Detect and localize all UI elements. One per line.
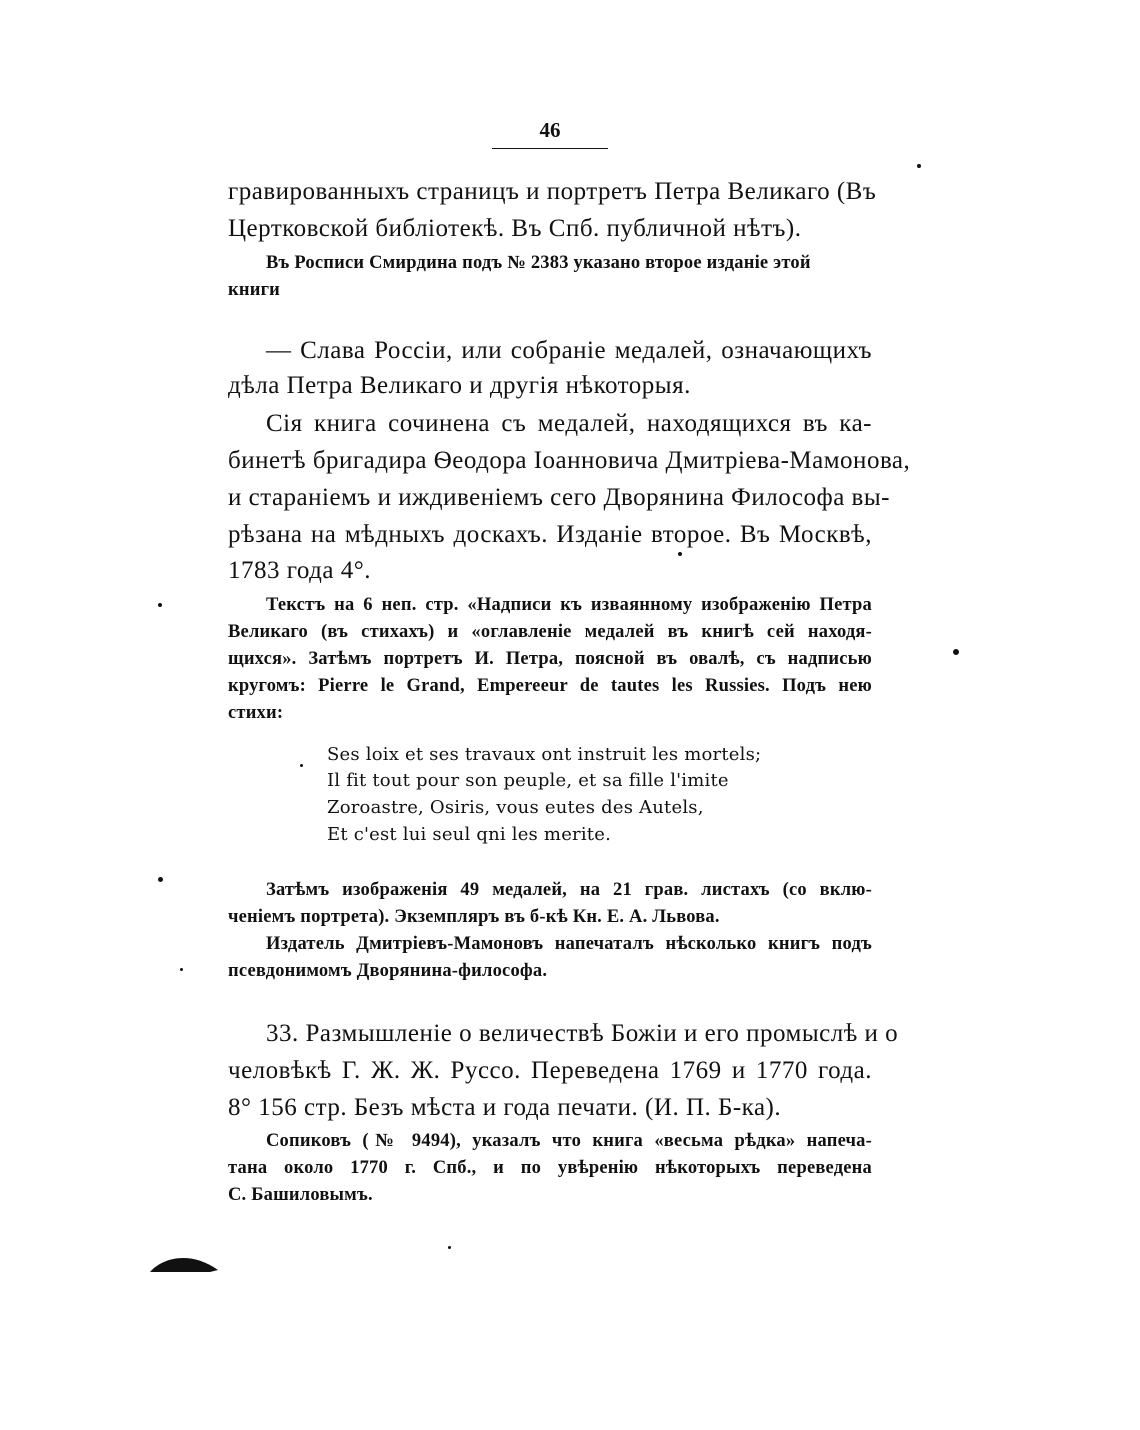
ink-speck — [158, 603, 162, 607]
note-line: Издатель Дмитріевъ-Мамоновъ напечаталъ нѣсколько книгъ подъ — [266, 934, 872, 954]
text-line: гравированныхъ страницъ и портретъ Петра Великаго (Въ — [228, 178, 877, 205]
verse-line: Et c'est lui seul qni les merite. — [327, 824, 612, 845]
page-number-rule — [492, 148, 608, 149]
note-line: Въ Росписи Смирдина подъ № 2383 указано второе изданіе этой — [266, 253, 811, 273]
note-line: псевдонимомъ Дворянина-философа. — [228, 961, 548, 981]
note-line: тана около 1770 г. Спб., и по увѣренію нѣкоторыхъ переведена — [228, 1158, 872, 1178]
ink-speck — [678, 552, 682, 556]
ink-speck — [180, 968, 183, 971]
entry-desc-line: и стараніемъ и иждивеніемъ сего Дворянина Философа вы- — [228, 484, 890, 511]
ink-speck — [300, 764, 303, 767]
verse-line: Ses loix et ses travaux ont instruit les mortels; — [327, 744, 762, 765]
verse-line: Il fit tout pour son peuple, et sa fille l'imite — [327, 770, 729, 791]
note-line: Затѣмъ изображенія 49 медалей, на 21 грав. листахъ (со вклю- — [266, 880, 872, 900]
entry-title-line: дѣла Петра Великаго и другія нѣкоторыя. — [228, 372, 691, 399]
entry-desc-line: Сія книга сочинена съ медалей, находящихся въ ка- — [266, 410, 872, 437]
entry-desc-line: бинетѣ бригадира Ѳеодора Іоанновича Дмитріева-Мамонова, — [228, 447, 911, 474]
note-line: кругомъ: Pierre le Grand, Empereeur de tautes les Russies. Подъ нею — [228, 676, 872, 696]
ink-blot — [150, 1252, 218, 1274]
page-number: 46 — [539, 118, 561, 142]
entry-title-line: человѣкѣ Г. Ж. Ж. Руссо. Переведена 1769 и 1770 года. — [228, 1057, 872, 1084]
entry-title-line: 8° 156 стр. Безъ мѣста и года печати. (И. П. Б-ка). — [228, 1094, 782, 1121]
note-line: Сопиковъ (№ 9494), указалъ что книга «весьма рѣдка» напеча- — [266, 1131, 872, 1151]
ink-speck — [158, 877, 163, 882]
note-line: ченіемъ портрета). Экземпляръ въ б-кѣ Кн. Е. А. Львова. — [228, 907, 720, 927]
note-line: книги — [228, 280, 281, 300]
note-line: С. Башиловымъ. — [228, 1185, 373, 1205]
entry-title-line: 33. Размышленіе о величествѣ Божіи и его промыслѣ и о — [266, 1020, 899, 1047]
entry-title-line: — Слава Россіи, или собраніе медалей, означающихъ — [266, 337, 872, 364]
text-line: Цертковской библіотекѣ. Въ Спб. публичной нѣтъ). — [228, 215, 802, 242]
note-line: стихи: — [228, 703, 284, 723]
entry-desc-line: 1783 года 4°. — [228, 557, 371, 584]
ink-speck — [953, 649, 959, 655]
entry-desc-line: рѣзана на мѣдныхъ доскахъ. Изданіе второе. Въ Москвѣ, — [228, 521, 872, 548]
note-line: Текстъ на 6 неп. стр. «Надписи къ изваянному изображенію Петра — [266, 595, 872, 615]
note-line: щихся». Затѣмъ портретъ И. Петра, поясной въ овалѣ, съ надписью — [228, 649, 872, 669]
note-line: Великаго (въ стихахъ) и «оглавленіе медалей въ книгѣ сей находя- — [228, 622, 872, 642]
ink-speck — [917, 164, 921, 168]
ink-speck — [448, 1246, 451, 1249]
verse-line: Zoroastre, Osiris, vous eutes des Autels, — [327, 797, 704, 818]
